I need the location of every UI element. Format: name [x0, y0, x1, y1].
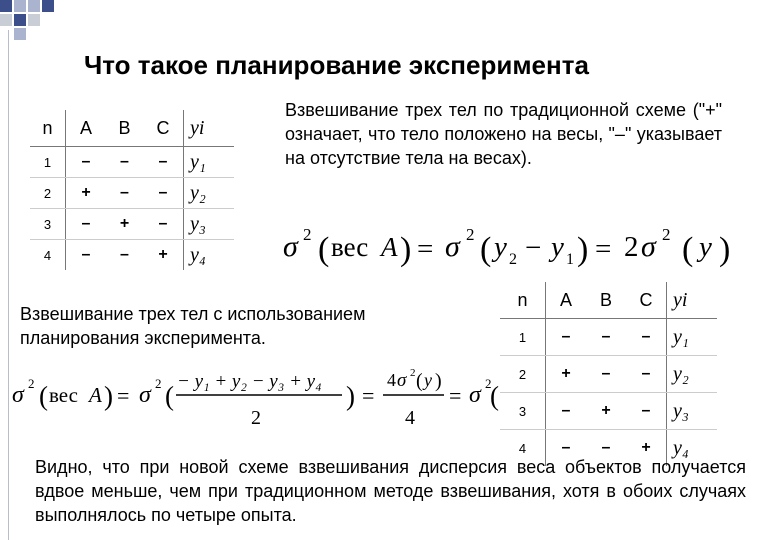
row2-4-y: y₄: [673, 436, 689, 459]
formula2-numerator: − y₁ + y₂ − y₃ + y₄: [177, 371, 322, 392]
header2-b: B: [586, 282, 626, 319]
formula2-sigma: σ: [12, 382, 24, 408]
formula1-ves: вес: [331, 232, 369, 262]
formula1-lparen3: (: [682, 231, 694, 268]
formula2-sup3: 2: [410, 367, 416, 379]
header-c: C: [143, 110, 184, 147]
formula2-den4: 4: [405, 407, 415, 429]
formula1-minus: −: [525, 232, 542, 264]
row-2-c: –: [143, 178, 184, 209]
decor-square-7: [28, 14, 40, 26]
page-title: Что такое планирование эксперимента: [84, 50, 589, 80]
formula2-sigma3: σ: [397, 370, 407, 391]
row2-4-a: –: [561, 439, 571, 456]
decor-square-5: [0, 14, 12, 26]
decor-square-3: [28, 0, 40, 12]
row2-1-a: –: [546, 319, 587, 356]
header2-yi: yi: [667, 282, 718, 319]
row-3-b: +: [106, 209, 143, 240]
formula2-sigma4: σ: [469, 382, 481, 408]
header-a: A: [66, 110, 107, 147]
formula1-sigma2: σ: [445, 230, 460, 263]
formula1-sup2: 2: [466, 225, 475, 244]
header-yi: yi: [184, 110, 235, 147]
formula2-lparen4: (: [490, 381, 499, 411]
header2-a: A: [546, 282, 587, 319]
row-4-a: –: [81, 246, 91, 263]
row2-3-y: y₃: [667, 393, 718, 430]
header2-c: C: [626, 282, 667, 319]
row-4-y: y₄: [190, 243, 206, 266]
row2-2-n: 2: [500, 356, 546, 393]
formula2-sigma2: σ: [139, 382, 151, 408]
row2-1-n: 1: [500, 319, 546, 356]
formula1-sup3: 2: [662, 225, 671, 244]
row-4-c: +: [143, 240, 184, 271]
decor-vertical-line: [8, 30, 9, 540]
row2-2-a: +: [546, 356, 587, 393]
decor-square-6: [14, 14, 26, 26]
row2-3-b: +: [586, 393, 626, 430]
row-4-n: 4: [30, 240, 66, 271]
row-1-c: –: [143, 147, 184, 178]
formula2-rparen: ): [104, 381, 113, 411]
formula2-rparen2: ): [346, 381, 355, 411]
row-1-b: –: [106, 147, 143, 178]
row-2-b: –: [106, 178, 143, 209]
row2-3-a: –: [546, 393, 587, 430]
formula1-eq2: =: [595, 233, 612, 265]
row2-3-n: 3: [500, 393, 546, 430]
header-b: B: [106, 110, 143, 147]
formula2-y: y: [424, 370, 432, 390]
formula1-y2-sub: 2: [509, 251, 517, 268]
row-1-n: 1: [30, 147, 66, 178]
formula1-lparen2: (: [480, 231, 492, 268]
traditional-scheme-table: [30, 110, 234, 270]
row-1-y: y₁: [184, 147, 235, 178]
formula1-rparen2: ): [577, 231, 589, 268]
row2-3-c: –: [626, 393, 667, 430]
formula2-lparen: (: [39, 381, 48, 411]
row-3-y: y₃: [184, 209, 235, 240]
decor-square-4: [42, 0, 54, 12]
formula1-y1-sub: 1: [566, 251, 574, 268]
formula2-lparen3: (: [416, 370, 423, 392]
formula1-y: y: [699, 231, 712, 263]
traditional-variance-formula: [283, 216, 753, 278]
planned-scheme-description: Взвешивание трех тел с использованием планирования эксперимента.: [20, 304, 366, 348]
row2-2-y: y₂: [667, 356, 718, 393]
formula1-sup: 2: [303, 225, 312, 244]
formula2-rparen3: ): [435, 370, 442, 392]
formula2-four: 4: [387, 370, 396, 390]
header-n: n: [30, 110, 66, 147]
row2-1-y: y₁: [667, 319, 718, 356]
formula2-eq3: =: [449, 383, 462, 408]
row-4-b: –: [120, 246, 129, 263]
formula2-eq2: =: [362, 383, 375, 408]
row-2-a: +: [66, 178, 107, 209]
decor-square-8: [14, 28, 26, 40]
formula2-ves: вес: [49, 383, 78, 407]
row-2-n: 2: [30, 178, 66, 209]
row-2-y: y₂: [184, 178, 235, 209]
formula2-sup4: 2: [485, 376, 492, 391]
formula2-sup: 2: [28, 376, 35, 391]
formula1-y2: y: [494, 231, 507, 263]
row-3-c: –: [143, 209, 184, 240]
formula1-eq: =: [417, 233, 434, 265]
traditional-scheme-description: Взвешивание трех тел по традиционной схеме ("+" означает, что тело положено на весы, "–" указывает на отсутствие тела на весах).: [285, 100, 722, 168]
decor-square-2: [14, 0, 26, 12]
formula1-lparen: (: [318, 231, 330, 268]
row-3-a: –: [66, 209, 107, 240]
formula1-two: 2: [624, 231, 639, 263]
row-1-a: –: [66, 147, 107, 178]
formula2-den2: 2: [251, 407, 261, 429]
row2-4-c: +: [626, 430, 667, 467]
row2-2-c: –: [626, 356, 667, 393]
row-3-n: 3: [30, 209, 66, 240]
row2-2-b: –: [586, 356, 626, 393]
row2-4-b: –: [601, 439, 611, 456]
formula2-lparen2: (: [165, 381, 174, 411]
planned-scheme-table: [500, 282, 717, 466]
formula2-sup2: 2: [155, 376, 162, 391]
header2-n: n: [500, 282, 546, 319]
planned-variance-formula: [12, 364, 502, 434]
conclusion-text: Видно, что при новой схеме взвешивания дисперсия веса объектов получается вдвое меньше, чем при традиционном методе взвешивания, хотя в обоих случаях выполнялось по четыре опыта.: [35, 457, 746, 525]
formula1-sigma: σ: [283, 230, 298, 263]
formula1-a: A: [381, 232, 398, 262]
formula1-rparen3: ): [719, 231, 731, 268]
formula1-rparen: ): [400, 231, 412, 268]
row2-1-c: –: [626, 319, 667, 356]
formula1-y1: y: [551, 231, 564, 263]
decor-square-1: [0, 0, 12, 12]
row2-1-b: –: [586, 319, 626, 356]
formula2-a: A: [89, 383, 102, 407]
formula1-sigma3: σ: [641, 230, 656, 263]
formula2-eq: =: [117, 383, 130, 408]
row2-4-n: 4: [500, 430, 546, 467]
